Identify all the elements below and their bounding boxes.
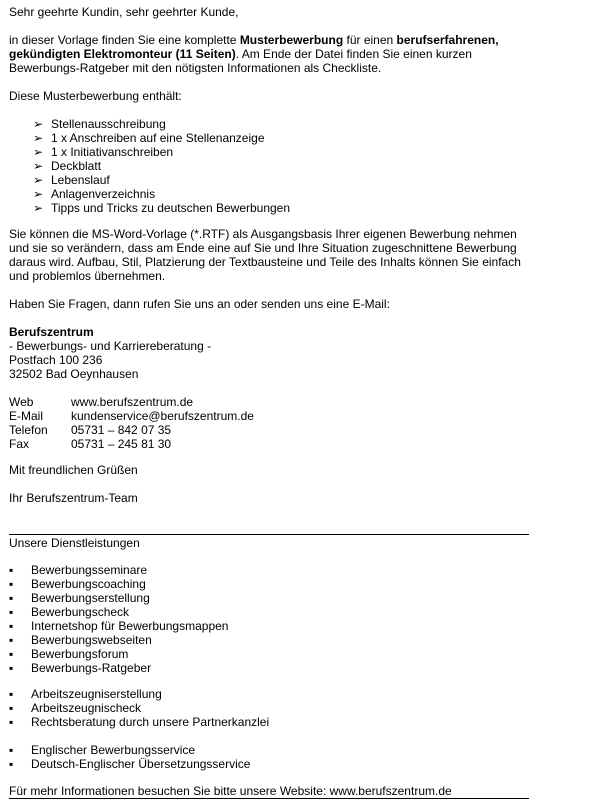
closing: Mit freundlichen Grüßen <box>9 463 138 477</box>
intro-bold-text: Musterbewerbung <box>239 33 344 47</box>
service-item-label: Arbeitszeugnischeck <box>31 701 142 715</box>
service-item-label: Internetshop für Bewerbungsmappen <box>31 619 229 633</box>
phone-number: 05731 – 842 07 35 <box>71 423 172 437</box>
service-item-label: Bewerbungserstellung <box>31 591 150 605</box>
footer-text: Für mehr Informationen besuchen Sie bitte unsere Website: www.berufszentrum.de <box>9 784 452 798</box>
square-bullet-icon: ▪ <box>9 701 14 715</box>
contents-item-label: Deckblatt <box>51 159 102 173</box>
service-item-label: Bewerbungsseminare <box>31 563 148 577</box>
arrow-bullet-icon: ➢ <box>33 187 44 201</box>
arrow-bullet-icon: ➢ <box>33 173 44 187</box>
service-item-label: Englischer Bewerbungsservice <box>31 743 196 757</box>
intro-text: für einen <box>343 33 397 47</box>
contact-label: Telefon <box>9 423 48 437</box>
service-item-label: Bewerbungsforum <box>31 647 129 661</box>
contents-item-label: 1 x Initiativanschreiben <box>51 145 174 159</box>
square-bullet-icon: ▪ <box>9 591 14 605</box>
website-link[interactable]: www.berufszentrum.de <box>71 395 194 409</box>
email-link[interactable]: kundenservice@berufszentrum.de <box>71 409 254 423</box>
arrow-bullet-icon: ➢ <box>33 145 44 159</box>
intro-bold-text: gekündigten Elektromonteur (11 Seiten) <box>9 47 236 61</box>
square-bullet-icon: ▪ <box>9 757 14 771</box>
service-item-label: Bewerbungscoaching <box>31 577 146 591</box>
square-bullet-icon: ▪ <box>9 633 14 647</box>
contact-label: E-Mail <box>9 409 44 423</box>
contact-label: Fax <box>9 437 30 451</box>
intro-text: . Am Ende der Datei finden Sie einen kurzen <box>235 47 472 61</box>
square-bullet-icon: ▪ <box>9 577 14 591</box>
intro-line-2 <box>9 47 472 61</box>
salutation: Sehr geehrte Kundin, sehr geehrter Kunde, <box>9 5 239 19</box>
square-bullet-icon: ▪ <box>9 661 14 675</box>
contents-heading: Diese Musterbewerbung enthält: <box>9 89 182 103</box>
arrow-bullet-icon: ➢ <box>33 117 44 131</box>
usage-line: und problemlos übernehmen. <box>9 269 166 283</box>
intro-bold-text: berufserfahrenen, <box>396 33 499 47</box>
footer-divider-line <box>9 798 529 799</box>
square-bullet-icon: ▪ <box>9 647 14 661</box>
contents-item-label: Stellenausschreibung <box>51 117 166 131</box>
postbox: Postfach 100 236 <box>9 353 103 367</box>
square-bullet-icon: ▪ <box>9 605 14 619</box>
usage-line: und sie so verändern, dass am Ende eine auf Sie und Ihre Situation zugeschnittene Bewerbung <box>9 241 517 255</box>
service-item-label: Bewerbungscheck <box>31 605 130 619</box>
contents-item-label: Anlagenverzeichnis <box>51 187 156 201</box>
city: 32502 Bad Oeynhausen <box>9 367 139 381</box>
usage-line: daraus wird. Aufbau, Stil, Platzierung der Textbausteine und Teile des Inhalts können Sie einfach <box>9 255 521 269</box>
square-bullet-icon: ▪ <box>9 743 14 757</box>
arrow-bullet-icon: ➢ <box>33 201 44 215</box>
square-bullet-icon: ▪ <box>9 687 14 701</box>
contents-item-label: Lebenslauf <box>51 173 110 187</box>
service-item-label: Rechtsberatung durch unsere Partnerkanzlei <box>31 715 270 729</box>
service-item-label: Bewerbungs-Ratgeber <box>31 661 152 675</box>
square-bullet-icon: ▪ <box>9 619 14 633</box>
contents-item-label: Tipps und Tricks zu deutschen Bewerbungen <box>51 201 291 215</box>
arrow-bullet-icon: ➢ <box>33 131 44 145</box>
intro-line-1 <box>9 33 499 47</box>
signature: Ihr Berufszentrum-Team <box>9 491 138 505</box>
service-item-label: Deutsch-Englischer Übersetzungsservice <box>31 757 251 771</box>
square-bullet-icon: ▪ <box>9 715 14 729</box>
square-bullet-icon: ▪ <box>9 563 14 577</box>
intro-line-3: Bewerbungs-Ratgeber mit den nötigsten Informationen als Checkliste. <box>9 61 382 75</box>
arrow-bullet-icon: ➢ <box>33 159 44 173</box>
services-heading: Unsere Dienstleistungen <box>9 536 140 550</box>
fax-number: 05731 – 245 81 30 <box>71 437 172 451</box>
company-name: Berufszentrum <box>9 325 94 339</box>
service-item-label: Bewerbungswebseiten <box>31 633 152 647</box>
intro-text: in dieser Vorlage finden Sie eine komplette <box>9 33 240 47</box>
divider-line <box>9 534 529 535</box>
contents-item-label: 1 x Anschreiben auf eine Stellenanzeige <box>51 131 265 145</box>
service-item-label: Arbeitszeugniserstellung <box>31 687 162 701</box>
questions-text: Haben Sie Fragen, dann rufen Sie uns an oder senden uns eine E-Mail: <box>9 297 390 311</box>
company-tagline: - Bewerbungs- und Karriereberatung - <box>9 339 212 353</box>
contact-label: Web <box>9 395 34 409</box>
usage-line: Sie können die MS-Word-Vorlage (*.RTF) als Ausgangsbasis Ihrer eigenen Bewerbung nehmen <box>9 227 517 241</box>
